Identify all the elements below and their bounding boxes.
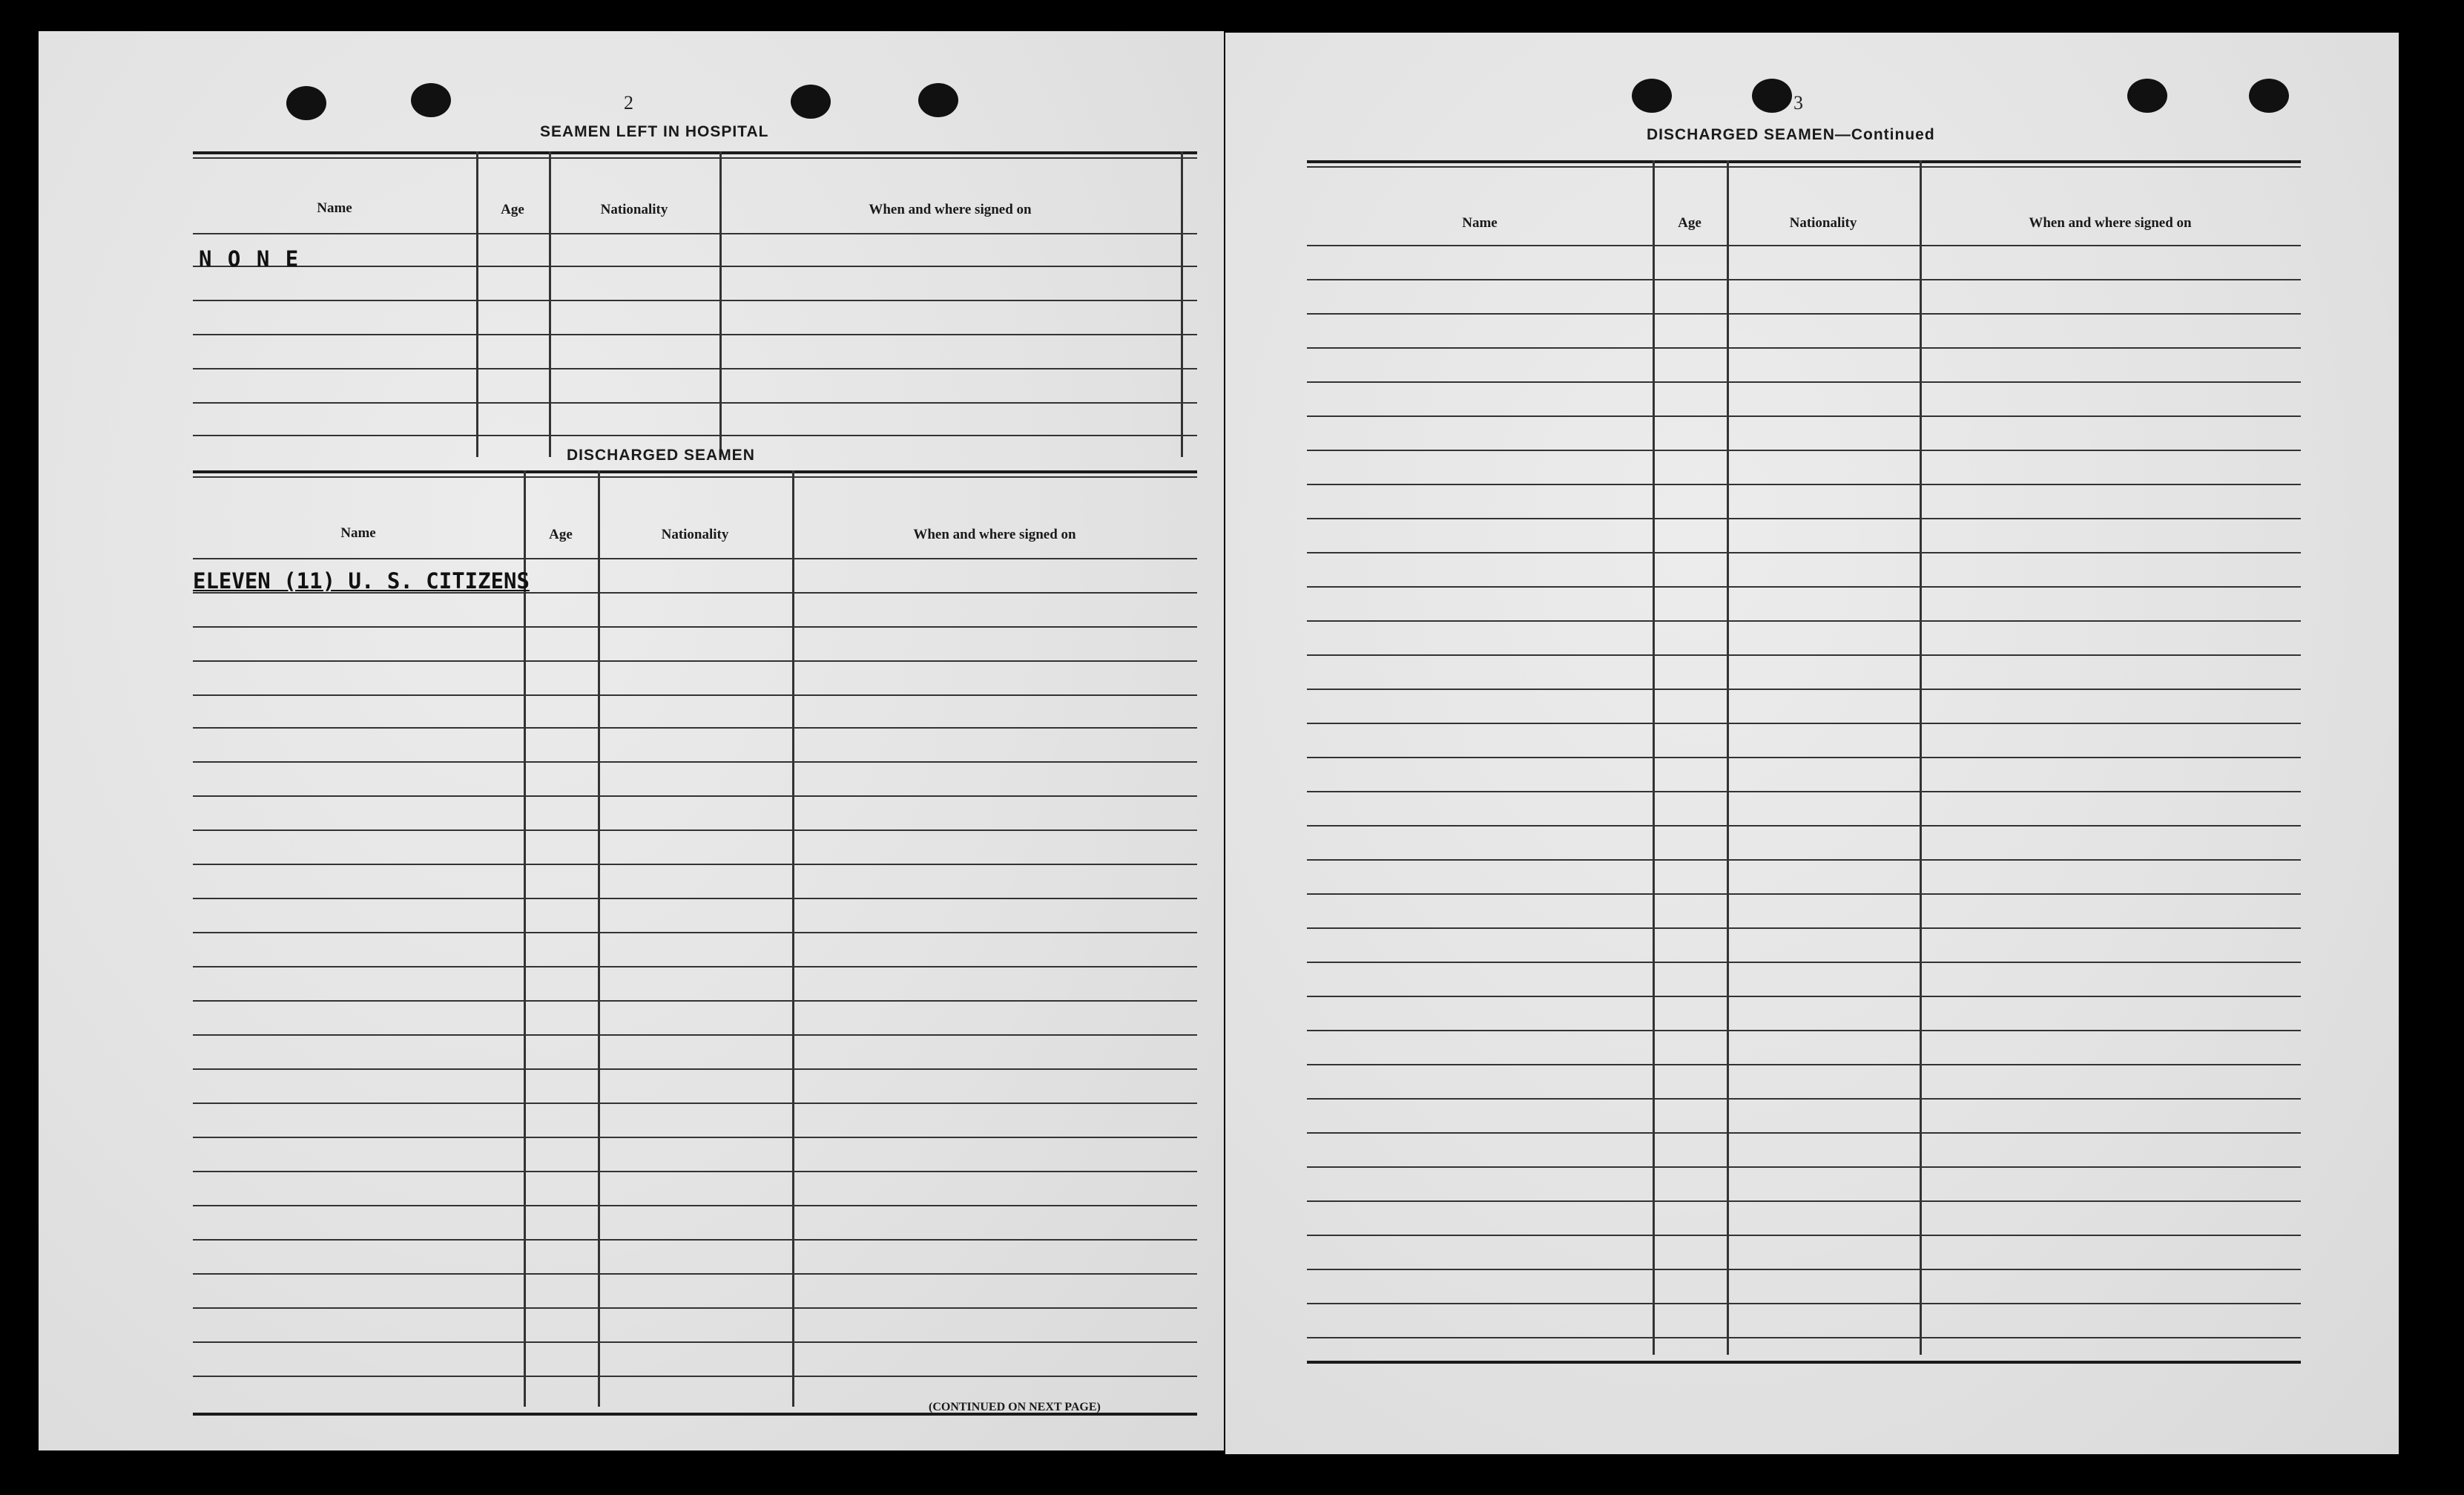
punch-hole: [918, 83, 958, 117]
column-header-when-where: When and where signed on: [2029, 215, 2192, 231]
punch-hole: [791, 85, 831, 119]
column-header-nationality: Nationality: [600, 202, 668, 217]
continued-footer: (CONTINUED ON NEXT PAGE): [929, 1401, 1101, 1413]
column-header-age: Age: [549, 527, 573, 542]
punch-hole: [2249, 79, 2289, 113]
discharged-section-title: DISCHARGED SEAMEN: [567, 447, 755, 464]
punch-hole: [411, 83, 451, 117]
hospital-entry: N O N E: [199, 246, 300, 272]
column-header-when-where: When and where signed on: [913, 527, 1076, 542]
punch-hole: [1632, 79, 1672, 113]
column-header-age: Age: [1678, 215, 1702, 231]
discharged-entry: ELEVEN (11) U. S. CITIZENS: [193, 568, 530, 594]
hospital-table: [193, 151, 1197, 457]
hospital-section-title: SEAMEN LEFT IN HOSPITAL: [540, 123, 769, 140]
punch-hole: [2127, 79, 2167, 113]
punch-hole: [286, 86, 326, 120]
column-header-nationality: Nationality: [661, 527, 729, 542]
column-header-when-where: When and where signed on: [869, 202, 1032, 217]
column-header-name: Name: [1462, 215, 1498, 231]
punch-hole: [1752, 79, 1792, 113]
column-header-nationality: Nationality: [1789, 215, 1857, 231]
column-header-name: Name: [317, 200, 352, 216]
discharged-table: [193, 470, 1197, 1407]
page-number: 2: [624, 92, 633, 114]
column-header-age: Age: [501, 202, 524, 217]
continued-section-title: DISCHARGED SEAMEN—Continued: [1647, 126, 1935, 143]
column-header-name: Name: [340, 525, 376, 541]
left-page: [39, 31, 1224, 1450]
discharged-continued-table: [1307, 160, 2301, 1355]
right-page: [1225, 33, 2399, 1454]
page-number: 3: [1793, 92, 1803, 114]
